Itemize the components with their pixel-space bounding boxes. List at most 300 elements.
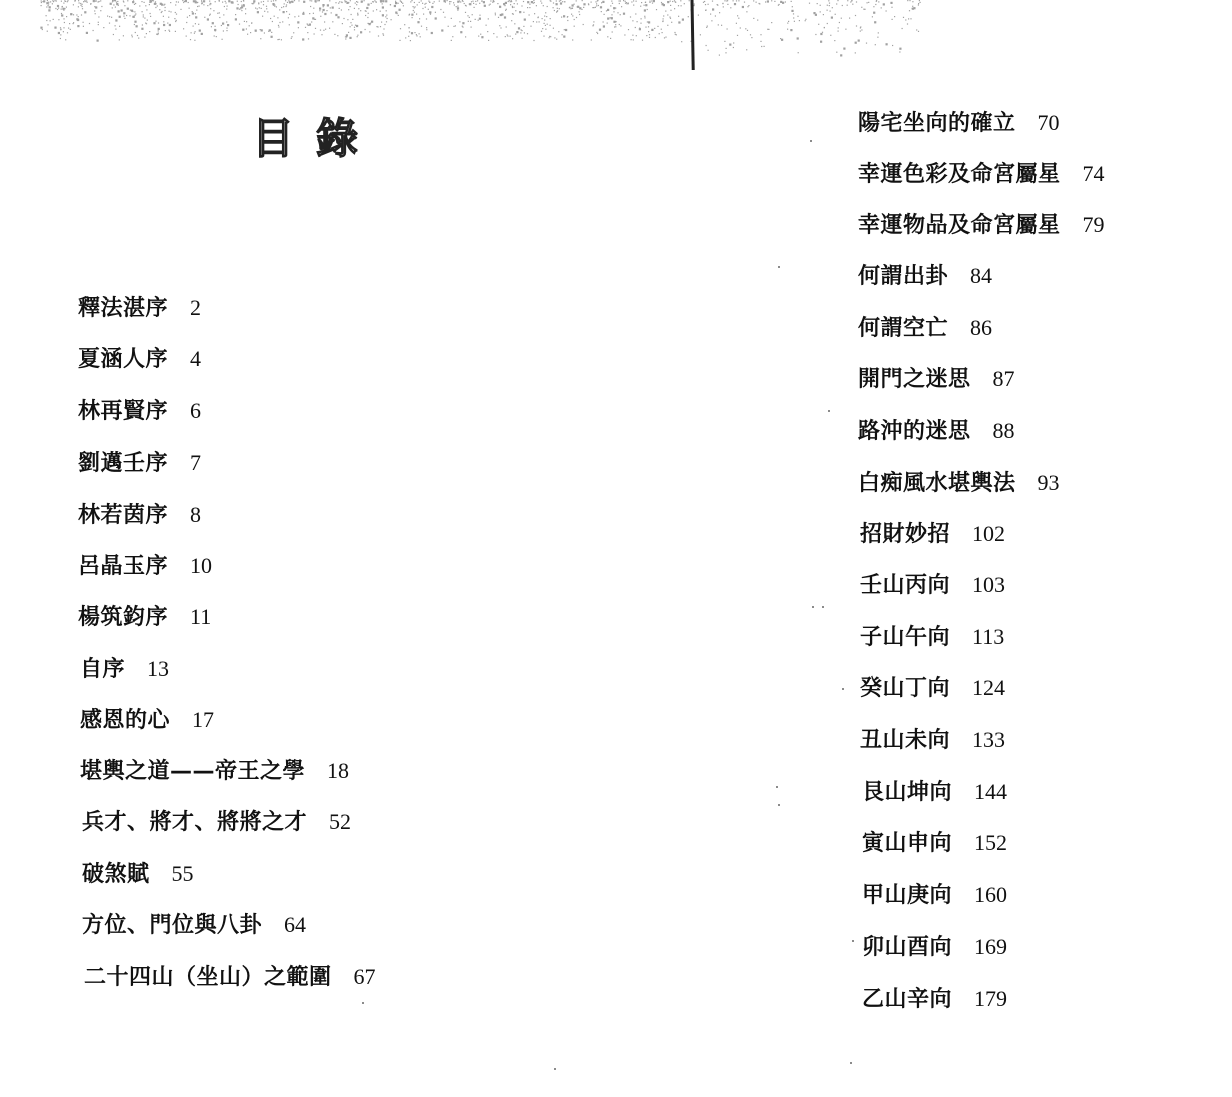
noise-dot	[65, 1, 66, 2]
noise-dot	[682, 19, 684, 21]
noise-dot	[678, 5, 679, 6]
noise-dot	[54, 27, 56, 29]
noise-dot	[341, 9, 342, 10]
noise-dot	[93, 30, 94, 31]
noise-dot	[626, 2, 627, 3]
toc-entry-title: 陽宅坐向的確立	[858, 111, 1016, 136]
noise-dot	[457, 7, 459, 9]
noise-dot	[180, 9, 181, 10]
noise-dot	[175, 31, 176, 32]
noise-dot	[307, 24, 308, 25]
noise-dot	[569, 7, 570, 8]
noise-dot	[470, 21, 471, 22]
toc-entry-page-number: 124	[972, 675, 1006, 700]
noise-dot	[493, 1, 494, 2]
noise-dot	[644, 17, 645, 18]
noise-dot	[158, 28, 160, 30]
noise-dot	[291, 38, 292, 39]
noise-dot	[163, 16, 164, 17]
noise-dot	[459, 0, 460, 1]
dust-speck	[810, 140, 812, 142]
noise-dot	[680, 0, 681, 1]
noise-dot	[124, 5, 125, 6]
noise-dot	[724, 0, 725, 1]
noise-dot	[647, 21, 648, 22]
noise-dot	[484, 5, 486, 7]
noise-dot	[434, 1, 435, 2]
noise-dot	[445, 2, 446, 3]
noise-dot	[521, 5, 522, 6]
noise-dot	[553, 2, 554, 3]
noise-dot	[158, 30, 159, 31]
noise-dot	[132, 16, 133, 17]
noise-dot	[289, 1, 291, 3]
noise-dot	[354, 29, 355, 30]
noise-dot	[127, 0, 128, 1]
noise-dot	[480, 34, 481, 35]
noise-dot	[413, 10, 414, 11]
noise-dot	[500, 27, 501, 28]
noise-dot	[467, 15, 468, 16]
noise-dot	[110, 3, 112, 5]
toc-entry	[858, 317, 992, 340]
noise-dot	[298, 0, 299, 1]
noise-dot	[678, 21, 680, 23]
noise-dot	[60, 27, 61, 28]
noise-dot	[671, 22, 672, 23]
noise-dot	[711, 20, 712, 21]
noise-dot	[239, 9, 240, 10]
noise-dot	[132, 11, 133, 12]
noise-dot	[422, 3, 423, 4]
noise-dot	[523, 1, 524, 2]
noise-dot	[139, 5, 140, 6]
noise-dot	[403, 5, 404, 6]
toc-entry-title: 艮山坤向	[862, 780, 953, 805]
noise-dot	[291, 1, 292, 2]
noise-dot	[649, 34, 650, 35]
noise-dot	[78, 0, 79, 1]
noise-dot	[464, 3, 465, 4]
noise-dot	[793, 13, 794, 14]
noise-dot	[486, 25, 487, 26]
noise-dot	[335, 14, 337, 16]
noise-dot	[791, 10, 793, 12]
noise-dot	[665, 11, 666, 12]
noise-dot	[828, 0, 829, 1]
noise-dot	[334, 34, 335, 35]
noise-dot	[620, 14, 621, 15]
noise-dot	[216, 36, 217, 37]
noise-dot	[878, 1, 879, 2]
noise-dot	[441, 29, 443, 31]
noise-dot	[202, 3, 203, 4]
noise-dot	[449, 3, 450, 4]
noise-dot	[852, 4, 853, 5]
noise-dot	[165, 7, 166, 8]
noise-dot	[553, 7, 554, 8]
noise-dot	[822, 32, 823, 33]
noise-dot	[597, 33, 598, 34]
noise-dot	[667, 25, 668, 26]
noise-dot	[596, 5, 597, 6]
noise-dot	[349, 37, 351, 39]
noise-dot	[246, 21, 247, 22]
noise-dot	[733, 47, 734, 48]
noise-dot	[727, 4, 728, 5]
fold-line	[692, 0, 694, 70]
noise-dot	[793, 17, 794, 18]
noise-dot	[636, 35, 637, 36]
noise-dot	[342, 2, 343, 3]
noise-dot	[253, 0, 255, 2]
noise-dot	[413, 6, 414, 7]
noise-dot	[186, 0, 187, 1]
noise-dot	[787, 29, 788, 30]
noise-dot	[620, 25, 621, 26]
noise-dot	[591, 2, 592, 3]
noise-dot	[706, 45, 707, 46]
noise-dot	[83, 26, 84, 27]
noise-dot	[546, 16, 547, 17]
noise-dot	[286, 11, 287, 12]
noise-dot	[649, 1, 650, 2]
noise-dot	[512, 6, 513, 7]
noise-dot	[903, 17, 904, 18]
noise-dot	[357, 13, 358, 14]
noise-dot	[508, 1, 509, 2]
noise-dot	[242, 29, 244, 31]
noise-dot	[416, 14, 417, 15]
noise-dot	[603, 25, 605, 27]
noise-dot	[630, 16, 631, 17]
toc-entry-title: 乙山辛向	[862, 987, 953, 1012]
noise-dot	[429, 2, 430, 3]
noise-dot	[544, 20, 545, 21]
noise-dot	[80, 3, 81, 4]
toc-entry	[82, 811, 351, 834]
noise-dot	[159, 9, 160, 10]
noise-dot	[60, 38, 61, 39]
noise-dot	[641, 18, 642, 19]
noise-dot	[561, 17, 562, 18]
toc-entry	[78, 297, 201, 320]
noise-dot	[270, 18, 271, 19]
noise-dot	[98, 24, 99, 25]
noise-dot	[197, 2, 198, 3]
noise-dot	[77, 25, 79, 27]
noise-dot	[426, 27, 427, 28]
noise-dot	[195, 1, 197, 3]
noise-dot	[545, 12, 546, 13]
noise-dot	[183, 2, 184, 3]
noise-dot	[827, 5, 828, 6]
noise-dot	[745, 28, 746, 29]
noise-dot	[123, 12, 125, 14]
noise-dot	[733, 0, 734, 1]
noise-dot	[86, 32, 88, 34]
noise-dot	[727, 0, 728, 1]
noise-dot	[311, 21, 312, 22]
noise-dot	[415, 6, 416, 7]
noise-dot	[75, 0, 76, 1]
noise-dot	[225, 2, 226, 3]
noise-dot	[572, 4, 574, 6]
noise-dot	[323, 30, 324, 31]
noise-dot	[223, 30, 224, 31]
dust-speck	[554, 1068, 556, 1070]
noise-dot	[628, 29, 629, 30]
noise-dot	[472, 1, 473, 2]
noise-dot	[645, 4, 647, 6]
toc-entry	[862, 936, 1007, 959]
noise-dot	[817, 3, 818, 4]
noise-dot	[488, 18, 489, 19]
noise-dot	[698, 15, 699, 16]
noise-dot	[619, 24, 620, 25]
noise-dot	[302, 38, 304, 40]
toc-entry-title: 甲山庚向	[862, 883, 953, 908]
noise-dot	[339, 1, 340, 2]
noise-dot	[267, 11, 268, 12]
noise-dot	[235, 14, 236, 15]
noise-dot	[497, 3, 498, 4]
noise-dot	[558, 31, 559, 32]
noise-dot	[338, 3, 339, 4]
noise-dot	[303, 1, 305, 3]
noise-dot	[907, 23, 908, 24]
toc-entry-title: 何謂空亡	[858, 316, 949, 341]
noise-dot	[543, 36, 544, 37]
toc-entry-title: 子山午向	[860, 625, 951, 650]
noise-dot	[631, 1, 632, 2]
noise-dot	[756, 2, 757, 3]
noise-dot	[184, 1, 185, 2]
noise-dot	[279, 22, 280, 23]
noise-dot	[466, 5, 467, 6]
noise-dot	[332, 7, 334, 9]
toc-entry-page-number: 86	[970, 315, 993, 340]
noise-dot	[907, 0, 908, 1]
noise-dot	[169, 24, 171, 26]
noise-dot	[217, 13, 218, 14]
noise-dot	[824, 27, 825, 28]
noise-dot	[597, 0, 598, 1]
noise-dot	[877, 37, 878, 38]
noise-dot	[48, 3, 49, 4]
noise-dot	[740, 27, 741, 28]
toc-entry-page-number: 8	[190, 502, 202, 527]
noise-dot	[892, 45, 893, 46]
noise-dot	[78, 6, 79, 7]
toc-entry-page-number: 4	[190, 346, 202, 371]
noise-dot	[130, 10, 131, 11]
noise-dot	[150, 16, 151, 17]
noise-dot	[94, 10, 95, 11]
noise-dot	[556, 0, 557, 1]
noise-dot	[351, 25, 352, 26]
noise-dot	[89, 23, 90, 24]
noise-dot	[479, 3, 480, 4]
noise-dot	[371, 21, 373, 23]
noise-dot	[523, 26, 524, 27]
noise-dot	[124, 18, 125, 19]
noise-dot	[222, 39, 223, 40]
noise-dot	[689, 0, 690, 1]
noise-dot	[398, 3, 399, 4]
noise-dot	[610, 17, 611, 18]
noise-dot	[517, 3, 518, 4]
noise-dot	[126, 15, 127, 16]
noise-dot	[276, 6, 277, 7]
noise-dot	[717, 5, 718, 6]
noise-dot	[58, 19, 59, 20]
noise-dot	[47, 0, 48, 1]
noise-dot	[616, 21, 617, 22]
noise-dot	[211, 26, 212, 27]
noise-dot	[63, 27, 64, 28]
noise-dot	[323, 6, 324, 7]
dust-speck	[842, 688, 844, 690]
noise-dot	[429, 11, 431, 13]
noise-dot	[416, 34, 417, 35]
noise-dot	[369, 23, 371, 25]
noise-dot	[768, 29, 769, 30]
noise-dot	[95, 6, 97, 8]
noise-dot	[838, 31, 839, 32]
noise-dot	[271, 36, 273, 38]
noise-dot	[350, 0, 351, 1]
noise-dot	[255, 30, 257, 32]
noise-dot	[243, 4, 244, 5]
noise-dot	[557, 8, 558, 9]
noise-dot	[565, 29, 567, 31]
noise-dot	[168, 30, 169, 31]
toc-entry-page-number: 70	[1037, 110, 1060, 135]
toc-entry	[862, 832, 1007, 855]
toc-entry-page-number: 103	[972, 572, 1006, 597]
noise-dot	[430, 14, 431, 15]
noise-dot	[350, 26, 351, 27]
noise-dot	[245, 8, 246, 9]
noise-dot	[909, 0, 910, 1]
noise-dot	[642, 40, 643, 41]
noise-dot	[189, 8, 190, 9]
noise-dot	[149, 31, 150, 32]
noise-dot	[918, 31, 919, 32]
noise-dot	[475, 19, 476, 20]
noise-dot	[667, 1, 669, 3]
noise-dot	[549, 37, 550, 38]
noise-dot	[892, 19, 893, 20]
noise-dot	[604, 14, 605, 15]
noise-dot	[404, 24, 405, 25]
noise-dot	[281, 7, 282, 8]
noise-dot	[187, 17, 188, 18]
noise-dot	[596, 32, 597, 33]
noise-dot	[533, 40, 534, 41]
noise-dot	[547, 24, 548, 25]
noise-dot	[385, 0, 387, 2]
noise-dot	[469, 3, 471, 5]
noise-dot	[835, 14, 836, 15]
noise-dot	[157, 34, 158, 35]
noise-dot	[112, 1, 113, 2]
noise-dot	[727, 28, 728, 29]
noise-dot	[864, 9, 865, 10]
noise-dot	[421, 0, 422, 1]
noise-dot	[530, 26, 531, 27]
noise-dot	[505, 36, 506, 37]
noise-dot	[274, 4, 275, 5]
noise-dot	[386, 10, 387, 11]
noise-dot	[219, 0, 220, 1]
noise-dot	[321, 34, 322, 35]
noise-dot	[550, 25, 551, 26]
noise-dot	[402, 3, 403, 4]
noise-dot	[57, 5, 59, 7]
noise-dot	[611, 14, 612, 15]
noise-dot	[293, 32, 294, 33]
noise-dot	[289, 14, 290, 15]
noise-dot	[744, 2, 745, 3]
noise-dot	[355, 3, 356, 4]
noise-dot	[602, 1, 604, 3]
noise-dot	[730, 7, 731, 8]
noise-dot	[572, 8, 573, 9]
noise-dot	[512, 7, 513, 8]
noise-dot	[387, 18, 388, 19]
toc-entry	[80, 658, 169, 681]
noise-dot	[357, 14, 358, 15]
noise-dot	[610, 38, 611, 39]
noise-dot	[240, 8, 241, 9]
noise-dot	[410, 1, 411, 2]
noise-dot	[662, 3, 664, 5]
noise-dot	[241, 5, 242, 6]
noise-dot	[135, 32, 136, 33]
noise-dot	[350, 22, 351, 23]
noise-dot	[132, 36, 133, 37]
noise-dot	[257, 8, 258, 9]
noise-dot	[640, 23, 641, 24]
noise-dot	[186, 36, 187, 37]
noise-dot	[738, 0, 739, 1]
noise-dot	[60, 29, 61, 30]
noise-dot	[607, 36, 608, 37]
noise-dot	[41, 2, 42, 3]
noise-dot	[572, 15, 573, 16]
noise-dot	[118, 10, 120, 12]
noise-dot	[414, 32, 415, 33]
noise-dot	[201, 1, 202, 2]
noise-dot	[611, 18, 612, 19]
noise-dot	[168, 17, 169, 18]
noise-dot	[681, 5, 682, 6]
noise-dot	[520, 32, 521, 33]
noise-dot	[444, 17, 445, 18]
noise-dot	[224, 6, 225, 7]
noise-dot	[633, 39, 634, 40]
noise-dot	[654, 28, 655, 29]
noise-dot	[748, 5, 749, 6]
noise-dot	[849, 18, 850, 19]
noise-dot	[574, 19, 575, 20]
noise-dot	[474, 7, 475, 8]
noise-dot	[439, 1, 440, 2]
noise-dot	[554, 37, 555, 38]
noise-dot	[77, 19, 79, 21]
